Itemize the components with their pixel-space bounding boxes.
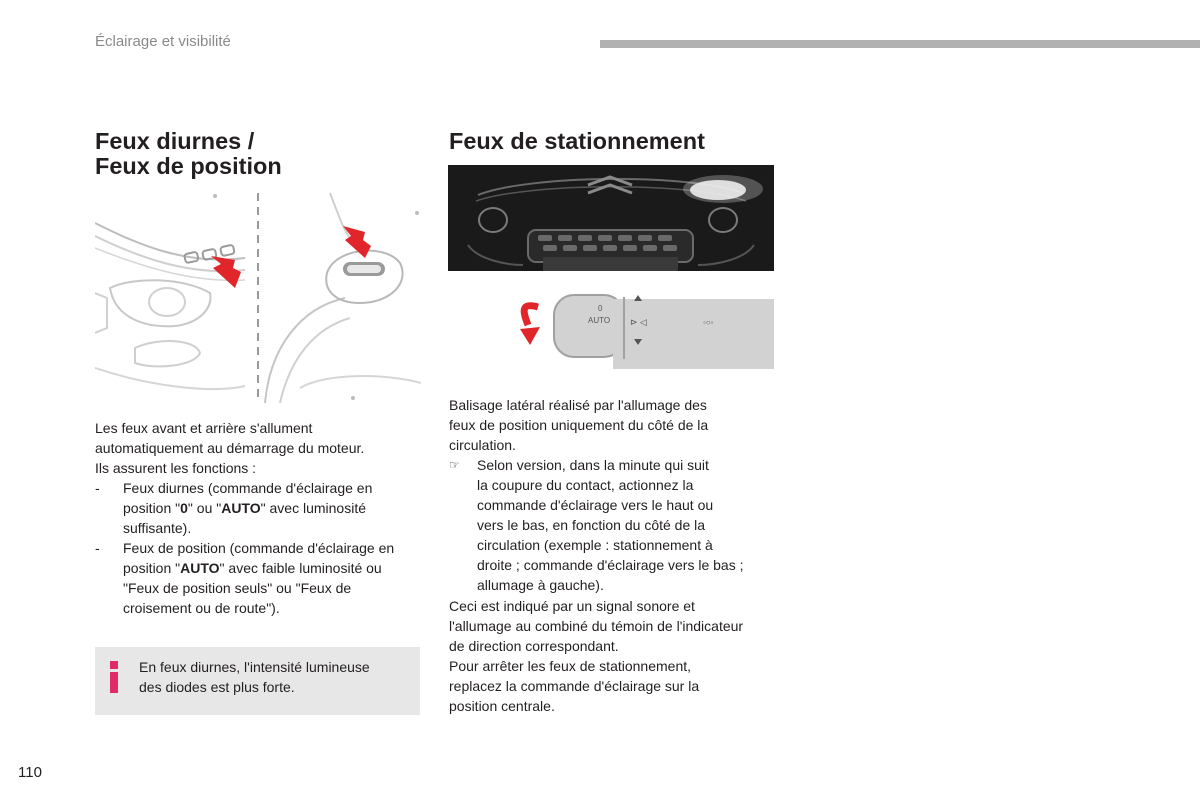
- bullet-line: Selon version, dans la minute qui suit: [477, 457, 709, 473]
- stalk-label-zero: 0: [598, 304, 603, 313]
- right-intro-line1: Balisage latéral réalisé par l'allumage des: [449, 397, 707, 413]
- parking-lights-car-illustration: [448, 165, 774, 271]
- daytime-lights-illustration: [95, 188, 421, 408]
- header-bar: [600, 40, 1200, 48]
- svg-text:⊳ ◁: ⊳ ◁: [630, 317, 647, 327]
- outro-line: position centrale.: [449, 698, 555, 714]
- left-heading-line1: Feux diurnes /: [95, 128, 255, 154]
- section-title: Éclairage et visibilité: [95, 33, 231, 50]
- list-item: [95, 478, 415, 538]
- list-dash: -: [95, 540, 100, 556]
- bullet-line: commande d'éclairage vers le haut ou: [477, 497, 714, 513]
- item-bold: AUTO: [221, 500, 261, 516]
- left-intro-line1: Les feux avant et arrière s'allument: [95, 420, 313, 436]
- left-intro-line3: Ils assurent les fonctions :: [95, 460, 257, 476]
- info-icon: [107, 661, 121, 693]
- right-outro: [449, 596, 799, 716]
- outro-line: de direction correspondant.: [449, 638, 619, 654]
- stalk-label-auto: AUTO: [588, 316, 611, 325]
- hand-pointer-icon: ☞: [449, 458, 460, 472]
- outro-line: Ceci est indiqué par un signal sonore et: [449, 598, 695, 614]
- info-box: [95, 647, 420, 715]
- outro-line: l'allumage au combiné du témoin de l'indicateur: [449, 618, 744, 634]
- right-heading: Feux de stationnement: [449, 128, 705, 154]
- bullet-line: vers le bas, en fonction du côté de la: [477, 517, 706, 533]
- page-number: 110: [18, 764, 42, 781]
- item-text: Feux de position (commande d'éclairage en position ": [123, 540, 395, 576]
- item-text: Feux diurnes (commande d'éclairage en position ": [123, 480, 373, 516]
- item-text: " avec luminosité suffisante).: [123, 500, 366, 536]
- info-text: [139, 657, 409, 697]
- right-intro-line2: feux de position uniquement du côté de la: [449, 417, 709, 433]
- item-bold: AUTO: [180, 560, 220, 576]
- list-dash: -: [95, 480, 100, 496]
- functions-list: [95, 478, 415, 618]
- item-text: " ou ": [187, 500, 222, 516]
- bullet-line: allumage à gauche).: [477, 577, 604, 593]
- left-intro-line2: automatiquement au démarrage du moteur.: [95, 440, 365, 456]
- bullet-line: la coupure du contact, actionnez la: [477, 477, 694, 493]
- info-line2: des diodes est plus forte.: [139, 679, 295, 695]
- item-bold: 0: [180, 500, 188, 516]
- bullet-line: droite ; commande d'éclairage vers le bas ;: [477, 557, 744, 573]
- left-heading-line2: Feux de position: [95, 153, 282, 179]
- bullet-line: circulation (exemple : stationnement à: [477, 537, 713, 553]
- lighting-stalk-illustration: [448, 287, 774, 371]
- info-line1: En feux diurnes, l'intensité lumineuse: [139, 659, 370, 675]
- right-intro: [449, 395, 789, 455]
- right-intro-line3: circulation.: [449, 437, 516, 453]
- left-heading: [95, 129, 282, 179]
- svg-text:◦○◦: ◦○◦: [703, 318, 714, 327]
- outro-line: replacez la commande d'éclairage sur la: [449, 678, 700, 694]
- list-item: [95, 538, 415, 618]
- outro-line: Pour arrêter les feux de stationnement,: [449, 658, 692, 674]
- instruction-bullet: [449, 455, 789, 595]
- item-text: " avec faible luminosité ou "Feux de position seuls" ou "Feux de croisement ou de route").: [123, 560, 382, 616]
- left-intro: [95, 418, 425, 478]
